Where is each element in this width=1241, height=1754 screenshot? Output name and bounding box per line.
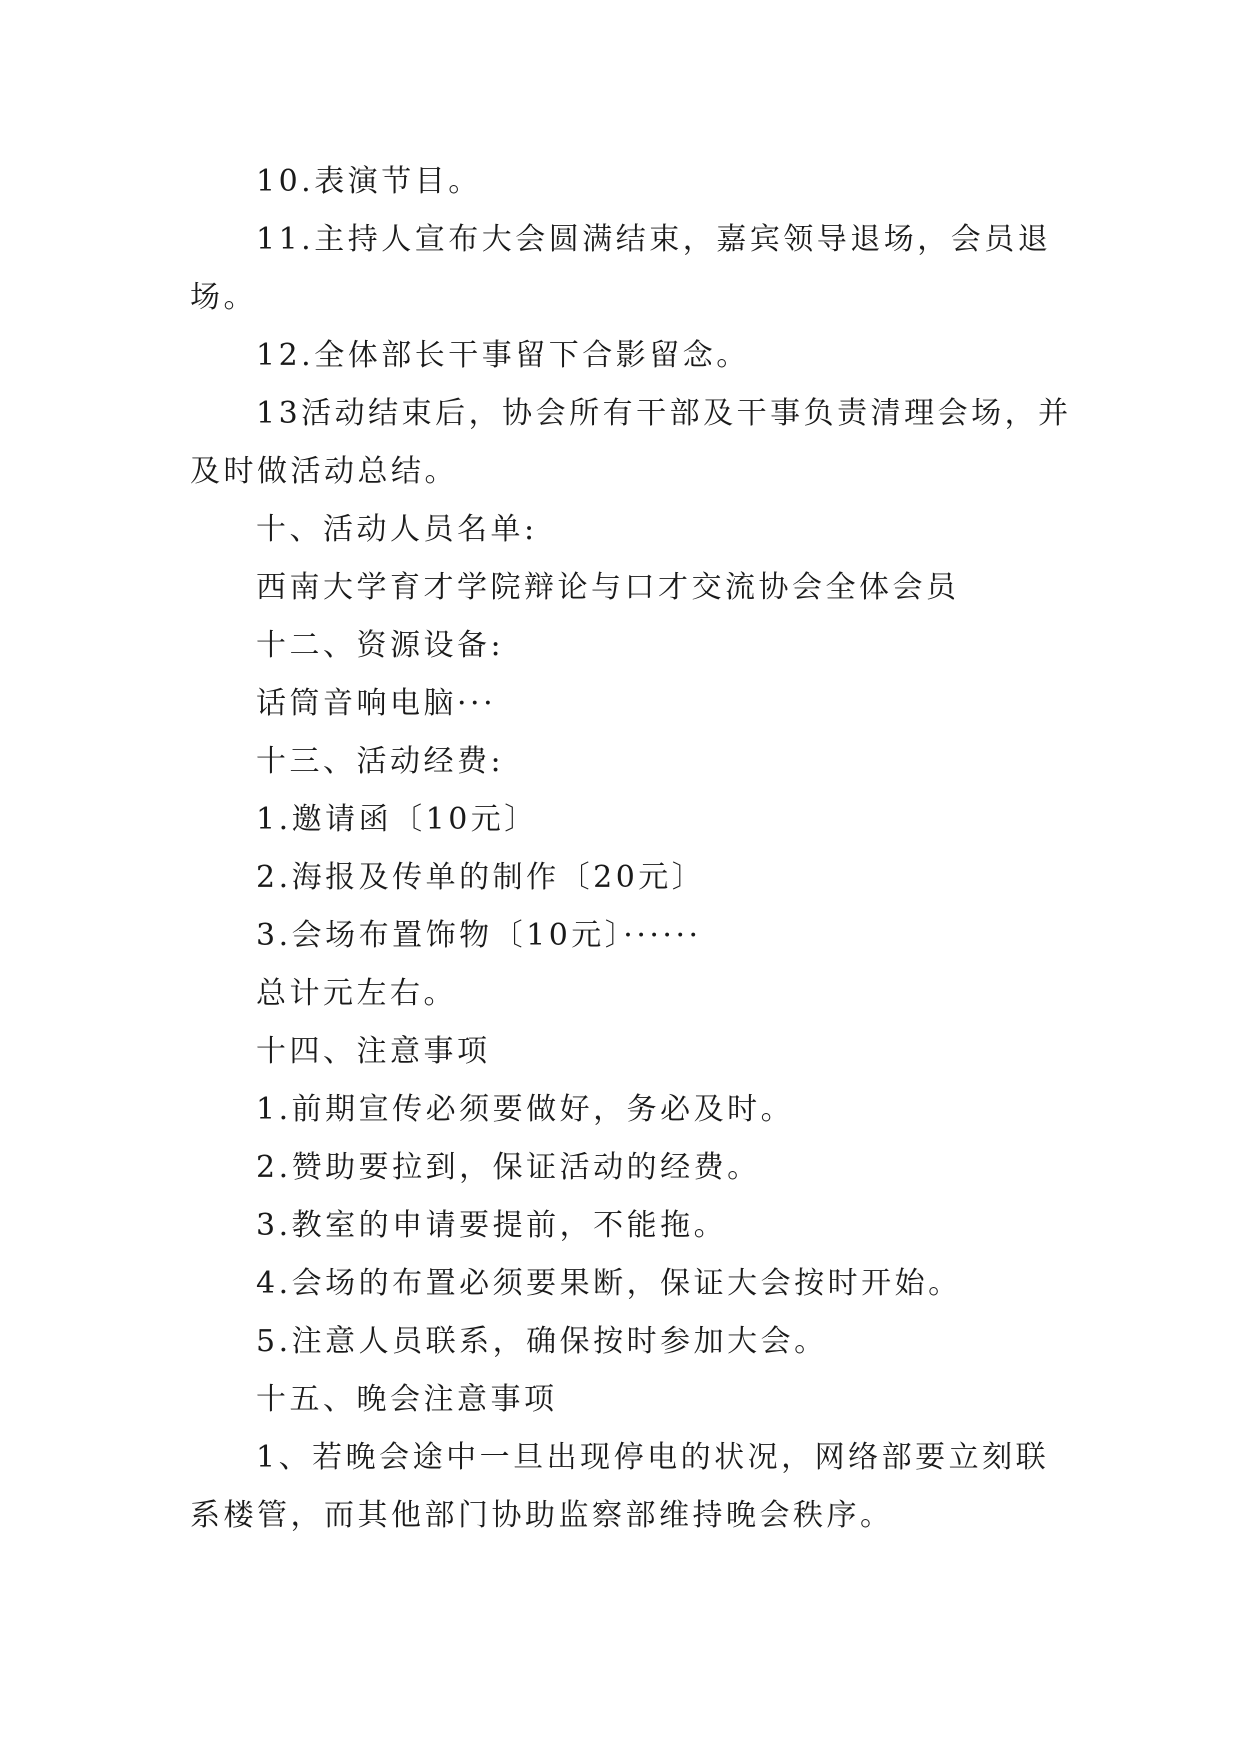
program-item-11-continued: 场。: [190, 280, 257, 315]
participants-text: 西南大学育才学院辩论与口才交流协会全体会员: [256, 570, 960, 605]
note-item-5: 5.注意人员联系，确保按时参加大会。: [256, 1324, 828, 1359]
note-item-1: 1.前期宣传必须要做好，务必及时。: [256, 1092, 795, 1127]
budget-item-1: 1.邀请函〔10元〕: [256, 802, 538, 837]
evening-note-1: 1、若晚会途中一旦出现停电的状况，网络部要立刻联: [256, 1440, 1050, 1475]
note-item-3: 3.教室的申请要提前，不能拖。: [256, 1208, 728, 1243]
note-item-4: 4.会场的布置必须要果断，保证大会按时开始。: [256, 1266, 962, 1301]
program-item-10: 10.表演节目。: [256, 164, 482, 199]
section-heading-evening-notes: 十五、晚会注意事项: [256, 1382, 558, 1417]
program-item-11: 11.主持人宣布大会圆满结束，嘉宾领导退场，会员退: [256, 222, 1052, 257]
evening-note-1-continued: 系楼管，而其他部门协助监察部维持晚会秩序。: [190, 1498, 894, 1533]
section-heading-equipment: 十二、资源设备:: [256, 628, 505, 663]
program-item-12: 12.全体部长干事留下合影留念。: [256, 338, 750, 373]
budget-item-3: 3.会场布置饰物〔10元〕······: [256, 918, 702, 953]
equipment-text: 话筒音响电脑···: [256, 686, 497, 721]
program-item-13-continued: 及时做活动总结。: [190, 454, 458, 489]
document-body: [190, 153, 1072, 1545]
budget-item-2: 2.海报及传单的制作〔20元〕: [256, 860, 706, 895]
program-item-13: 13活动结束后，协会所有干部及干事负责清理会场，并: [256, 396, 1072, 431]
note-item-2: 2.赞助要拉到，保证活动的经费。: [256, 1150, 761, 1185]
section-heading-budget: 十三、活动经费:: [256, 744, 505, 779]
budget-total: 总计元左右。: [256, 976, 457, 1011]
section-heading-notes: 十四、注意事项: [256, 1034, 491, 1069]
section-heading-participants: 十、活动人员名单:: [256, 512, 538, 547]
